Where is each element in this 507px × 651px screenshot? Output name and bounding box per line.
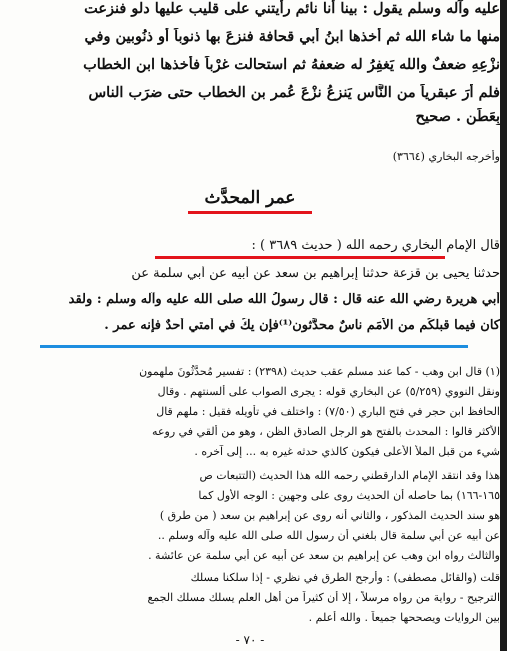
page-number: - ٧٠ -: [235, 633, 265, 647]
isnad-line: قال الإمام البخاري رحمه الله ( حديث ٣٦٨٩ ) :: [251, 238, 500, 253]
scan-edge: [500, 0, 507, 651]
source-note: وأخرجه البخاري (٣٦٦٤): [392, 150, 500, 163]
hadith-line: حدثنا يحيى بن قزعة حدثنا إبراهيم بن سعد عن أبيه عن أبي سلمة عن: [131, 266, 500, 281]
text-line: بِعَطَنٍ . صحيح: [415, 108, 500, 125]
text-line: فلم أرَ عبقرياً من النَّاس يَنزعُ نزْعَ عُمر بن الخطاب حتى ضرَب الناس: [88, 84, 500, 101]
footnote-line: عن أبيه عن أبي سلمة قال بلغني أن رسول الله صلى الله عليه وآله وسلم ..: [157, 529, 500, 542]
isnad-underline: [155, 256, 445, 259]
footnote-line: والثالث رواه ابن وهب عن إبراهيم بن سعد عن أبيه عن أبي سلمة عن عائشة .: [148, 549, 500, 562]
text-line: عليه وآله وسلم يقول : بينا أنا نائم رأيتني على قليب عليها دلو فنزعت: [84, 0, 500, 17]
section-heading: عمر المحدَّث: [204, 188, 296, 208]
text-line: نزْعِهِ ضعفٌ والله يَغفِرُ له ضعفهُ ثم استحالت غرْباً فأخذها ابن الخطاب: [83, 56, 500, 73]
footnote-line: الترجيح - رواية من رواه مرسلاً ، إلا أن كثيراً من أهل العلم يسلك مسلك الجمع: [147, 591, 500, 604]
section-divider: [40, 345, 468, 348]
footnote-line: قلت (والقائل مصطفى) : وأرجح الطرق في نظري - إذا سلكنا مسلك: [190, 571, 500, 584]
footnote-line: (١) قال ابن وهب - كما عند مسلم عقب حديث (٢٣٩٨) : تفسير مُحدَّثُونَ ملهمون: [139, 365, 500, 378]
footnote-line: شيء من قبل الملأ الأعلى فيكون كالذي حدثه غيره به ... إلى آخره .: [194, 445, 500, 458]
footnote-line: ١٦٥-١٦٦) بما حاصله أن الحديث روى على وجهين : الوجه الأول كما: [198, 489, 500, 502]
footnote-line: الحافظ ابن حجر في فتح الباري (٧/٥٠) : واختلف في تأويله فقيل : ملهم قال: [156, 405, 500, 418]
text-line: منها ما شاء الله ثم أخذها ابنُ أبي قحافة فنزعَ بها ذنوباً أو ذنُوبين وفي: [84, 28, 500, 45]
heading-underline: [188, 211, 312, 214]
hadith-line: أبي هريرة رضي الله عنه قال : قال رسولُ الله صلى الله عليه وآله وسلم : ولقد: [68, 292, 500, 307]
footnote-line: هو سند الحديث المذكور ، والثاني أنه روى عن إبراهيم بن سعد ( من طرق ): [159, 509, 500, 522]
footnote-line: ونقل النووي (٥/٢٥٩) عن البخاري قوله : يجرى الصواب على ألسنتهم . وقال: [157, 385, 500, 398]
hadith-line: كان فيما قبلكُم من الأمَمِ ناسٌ محدَّثون⁽¹⁾فإن يكُ في أمتي أحدٌ فإنه عمر .: [104, 318, 500, 333]
footnote-line: الأكثر قالوا : المحدث بالفتح هو الرجل الصادق الظن ، وهو من أُلقي في روعه: [152, 425, 500, 438]
footnote-line: بين الروايات ويصححها جميعاً . والله أعلم .: [308, 611, 500, 624]
footnote-line: هذا وقد انتقد الإمام الدارقطني رحمه الله هذا الحديث (التتبعات ص: [199, 469, 500, 482]
